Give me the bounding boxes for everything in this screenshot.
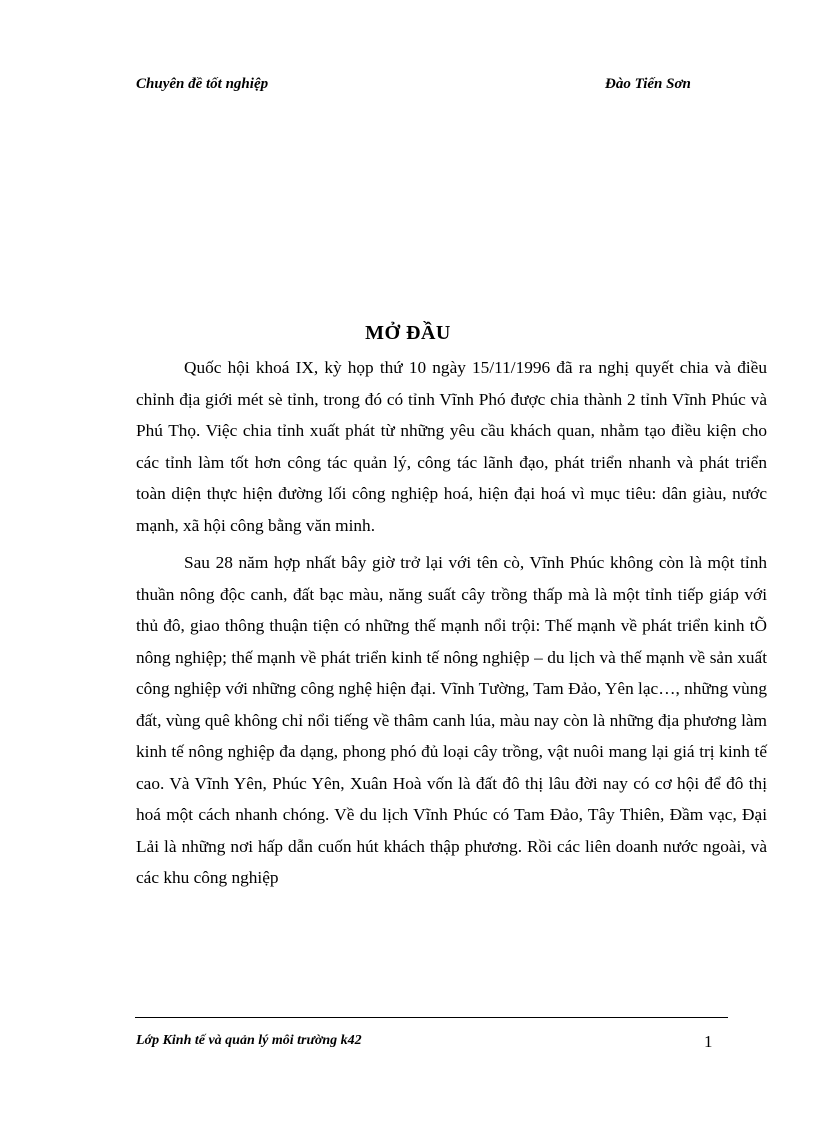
header-document-type: Chuyên đề tốt nghiệp [136,76,269,92]
paragraph-2: Sau 28 năm hợp nhất bây giờ trở lại với tên cò, Vĩnh Phúc không còn là một tỉnh thuần nông độc canh, đất bạc màu, năng suất cây trồng thấp mà là một tỉnh tiếp giáp với thủ đô, giao thông thuận tiện có những thế mạnh nổi trội: Thế mạnh về phát triển kinh tÕ nông nghiệp; thế mạnh về phát triển kinh tế nông nghiệp – du lịch và thế mạnh về sản xuất công nghiệp với những công nghệ hiện đại. Vĩnh Tường, Tam Đảo, Yên lạc…, những vùng đất, vùng quê không chỉ nổi tiếng về thâm canh lúa, màu nay còn là những địa phương làm kinh tế nông nghiệp đa dạng, phong phó đủ loại cây trồng, vật nuôi mang lại giá trị kinh tế cao. Và Vĩnh Yên, Phúc Yên, Xuân Hoà vốn là đất đô thị lâu đời nay có cơ hội để đô thị hoá một cách nhanh chóng. Về du lịch Vĩnh Phúc có Tam Đảo, Tây Thiên, Đầm vạc, Đại Lải là những nơi hấp dẫn cuốn hút khách thập phương. Rồi các liên doanh nước ngoài, và các khu công nghiệp [136,553,767,887]
page-title: MỞ ĐẦU [365,322,451,344]
header-author: Đào Tiến Sơn [605,76,691,92]
footer-divider [135,1017,728,1018]
paragraph-1: Quốc hội khoá IX, kỳ họp thứ 10 ngày 15/11/1996 đã ra nghị quyết chia và điều chỉnh địa giới mét sè tỉnh, trong đó có tỉnh Vĩnh Phó được chia thành 2 tỉnh Vĩnh Phúc và Phú Thọ. Việc chia tỉnh xuất phát từ những yêu cầu khách quan, nhằm tạo điều kiện cho các tỉnh làm tốt hơn công tác quản lý, công tác lãnh đạo, phát triển nhanh và phát triển toàn diện thực hiện đường lối công nghiệp hoá, hiện đại hoá vì mục tiêu: dân giàu, nước mạnh, xã hội công bằng văn minh. [136,358,767,535]
page-number: 1 [704,1032,713,1051]
body-text [136,352,767,894]
footer-class-name: Lớp Kinh tế và quản lý môi trường k42 [136,1033,362,1048]
